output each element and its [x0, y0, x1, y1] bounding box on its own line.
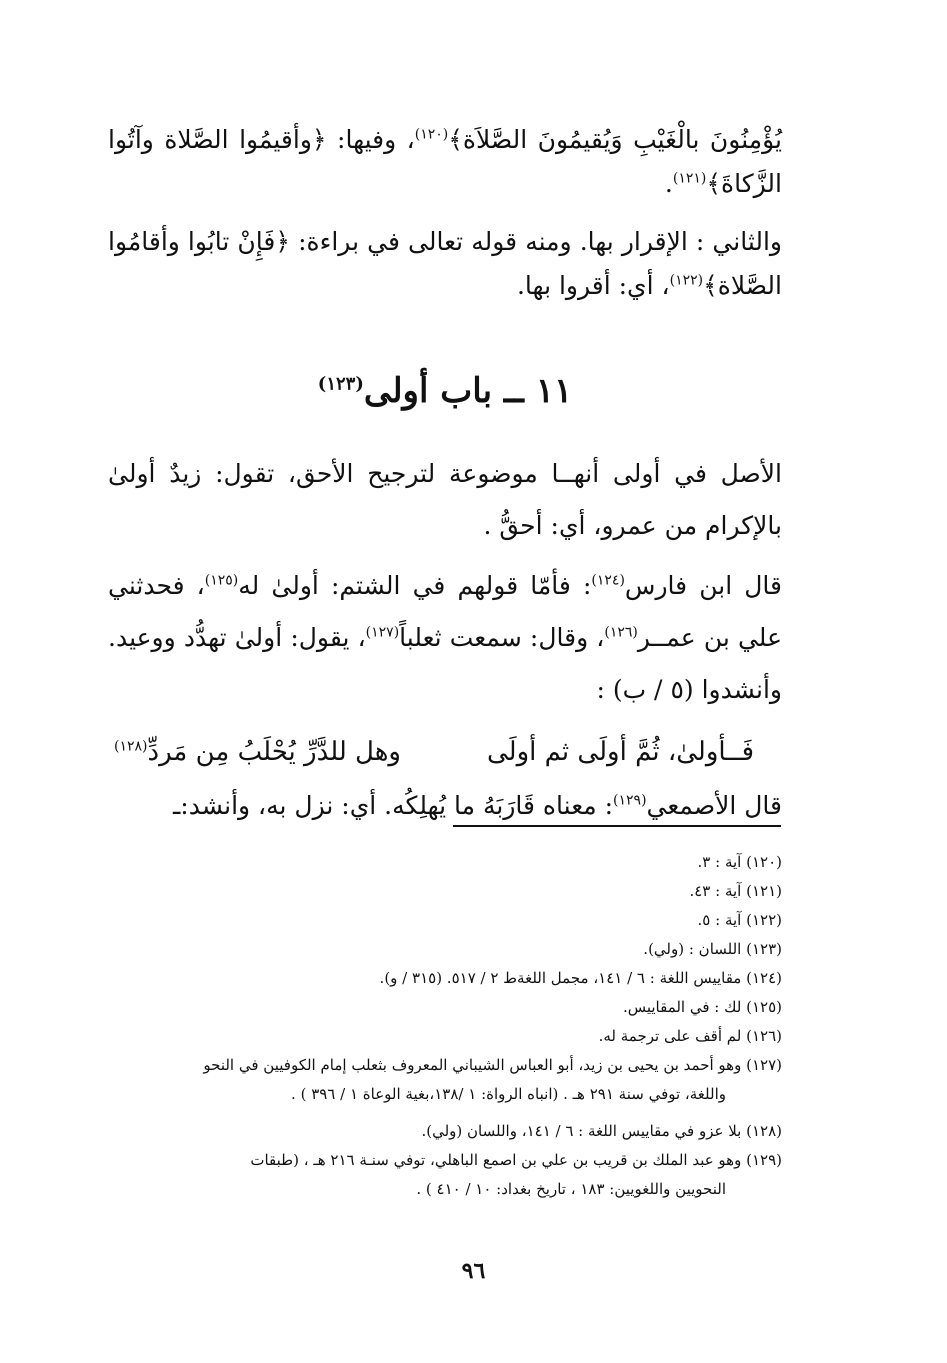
paragraph-second-meaning — [108, 220, 782, 308]
text-segment: وهل للدَّرِّ يُحْلَبُ مِن مَردِّ — [147, 737, 401, 767]
section-body — [108, 448, 782, 832]
continuation-text — [108, 118, 782, 308]
text-segment: : معناه قَارَبَهُ ما يُهلِكُه. أي: نزل به، وأنشد:ـ — [172, 791, 614, 820]
footnote-ref: (١٢٩) — [613, 792, 647, 809]
footnote-ref: (١٢٠) — [414, 126, 449, 143]
footnote-divider — [453, 825, 781, 827]
footnote-ref: (١٢٧) — [365, 624, 400, 641]
text-segment: قال ابن فارس — [624, 571, 783, 600]
paragraph-quran-quote — [108, 118, 782, 206]
footnote-ref: (١٢٨) — [114, 738, 148, 755]
poem-first-hemistich: فَــأولىٰ، ثُمَّ أولَى ثم أولَى — [486, 737, 754, 767]
footnote-item: (١٢٥) لك : في المقاييس. — [622, 998, 782, 1016]
footnote-item: (١٢٢) آية : ٥. — [697, 911, 782, 929]
footnote-item: (١٢٠) آية : ٣. — [697, 853, 782, 871]
footnote-item: (١٢١) آية : ٤٣. — [689, 882, 782, 900]
footnote-item: (١٢٩) وهو عبد الملك بن قريب بن علي بن اصمع الباهلي، توفي سنـة ٢١٦ هـ ، (طبقات — [250, 1151, 782, 1169]
heading-text: ١١ ــ باب أولى — [363, 371, 573, 411]
text-segment: ، وفيها: ﴿وأقيمُوا الصَّلاة وآتُوا الزَّكاةَ﴾ — [108, 125, 782, 198]
footnote-continuation: واللغة، توفي سنة ٢٩١ هـ . (انباه الرواة: ١ /١٣٨،بغية الوعاة ١ / ٣٩٦ ) . — [291, 1085, 726, 1103]
footnote-continuation: النحويين واللغويين: ١٨٣ ، تاريخ بغداد: ١٠ / ٤١٠ ) . — [416, 1180, 726, 1198]
text-segment: ، فحدثني علي بن عمــر — [108, 571, 782, 652]
poem-second-hemistich — [114, 724, 401, 780]
text-segment: . — [664, 169, 673, 198]
footnote-ref: (١٢٢) — [669, 272, 704, 289]
paragraph-ibn-faris — [108, 560, 782, 716]
text-segment: ، وقال: سمعت ثعلباً — [399, 623, 605, 652]
paragraph-definition: الأصل في أولى أنهــا موضوعة لترجيح الأحق، تقول: زيدٌ أولىٰ بالإكرام من عمرو، أي: أحقُّ . — [108, 459, 782, 540]
footnote-ref: (١٢٤) — [591, 572, 625, 589]
footnote-ref: (١٢٦) — [604, 624, 638, 641]
poem-verse — [108, 724, 782, 780]
footnote-item: (١٢٣) اللسان : (ولي). — [643, 940, 782, 958]
text-segment: يُؤْمِنُونَ بالْغَيْبِ وَيُقيمُونَ الصَّلاَة﴾ — [448, 125, 783, 154]
footnote-ref: (١٢٣) — [317, 373, 364, 395]
footnote-item: (١٢٨) بلا عزو في مقاييس اللغة : ٦ / ١٤١، واللسان (ولي). — [421, 1122, 782, 1140]
page-number: ٩٦ — [461, 1258, 486, 1284]
text-segment: : فأمّا قولهم في الشتم: أولىٰ له — [238, 571, 592, 600]
footnote-ref: (١٢٥) — [204, 572, 239, 589]
footnote-item: (١٢٤) مقاييس اللغة : ٦ / ١٤١، مجمل اللغةط ٢ / ٥١٧. (٣١٥ / و). — [379, 969, 782, 987]
text-segment: ، يقول: أولىٰ تهدُّد ووعيد. وأنشدوا (٥ / ب) : — [108, 623, 782, 704]
footnote-item: (١٢٧) وهو أحمد بن يحيى بن زيد، أبو العباس الشيباني المعروف بثعلب إمام الكوفيين في النحو — [203, 1056, 782, 1074]
footnote-ref: (١٢١) — [672, 170, 707, 187]
footnote-item: (١٢٦) لم أقف على ترجمة له. — [598, 1027, 782, 1045]
text-segment: قال الأصمعي — [646, 791, 782, 820]
text-segment: والثاني : الإقرار بها. ومنه قوله تعالى في براءة: ﴿فَإِنْ تابُوا وأقامُوا الصَّلاة﴾ — [108, 227, 782, 300]
footnotes — [108, 848, 782, 1204]
section-heading — [108, 366, 782, 416]
text-segment: ، أي: أقروا بها. — [516, 271, 670, 300]
